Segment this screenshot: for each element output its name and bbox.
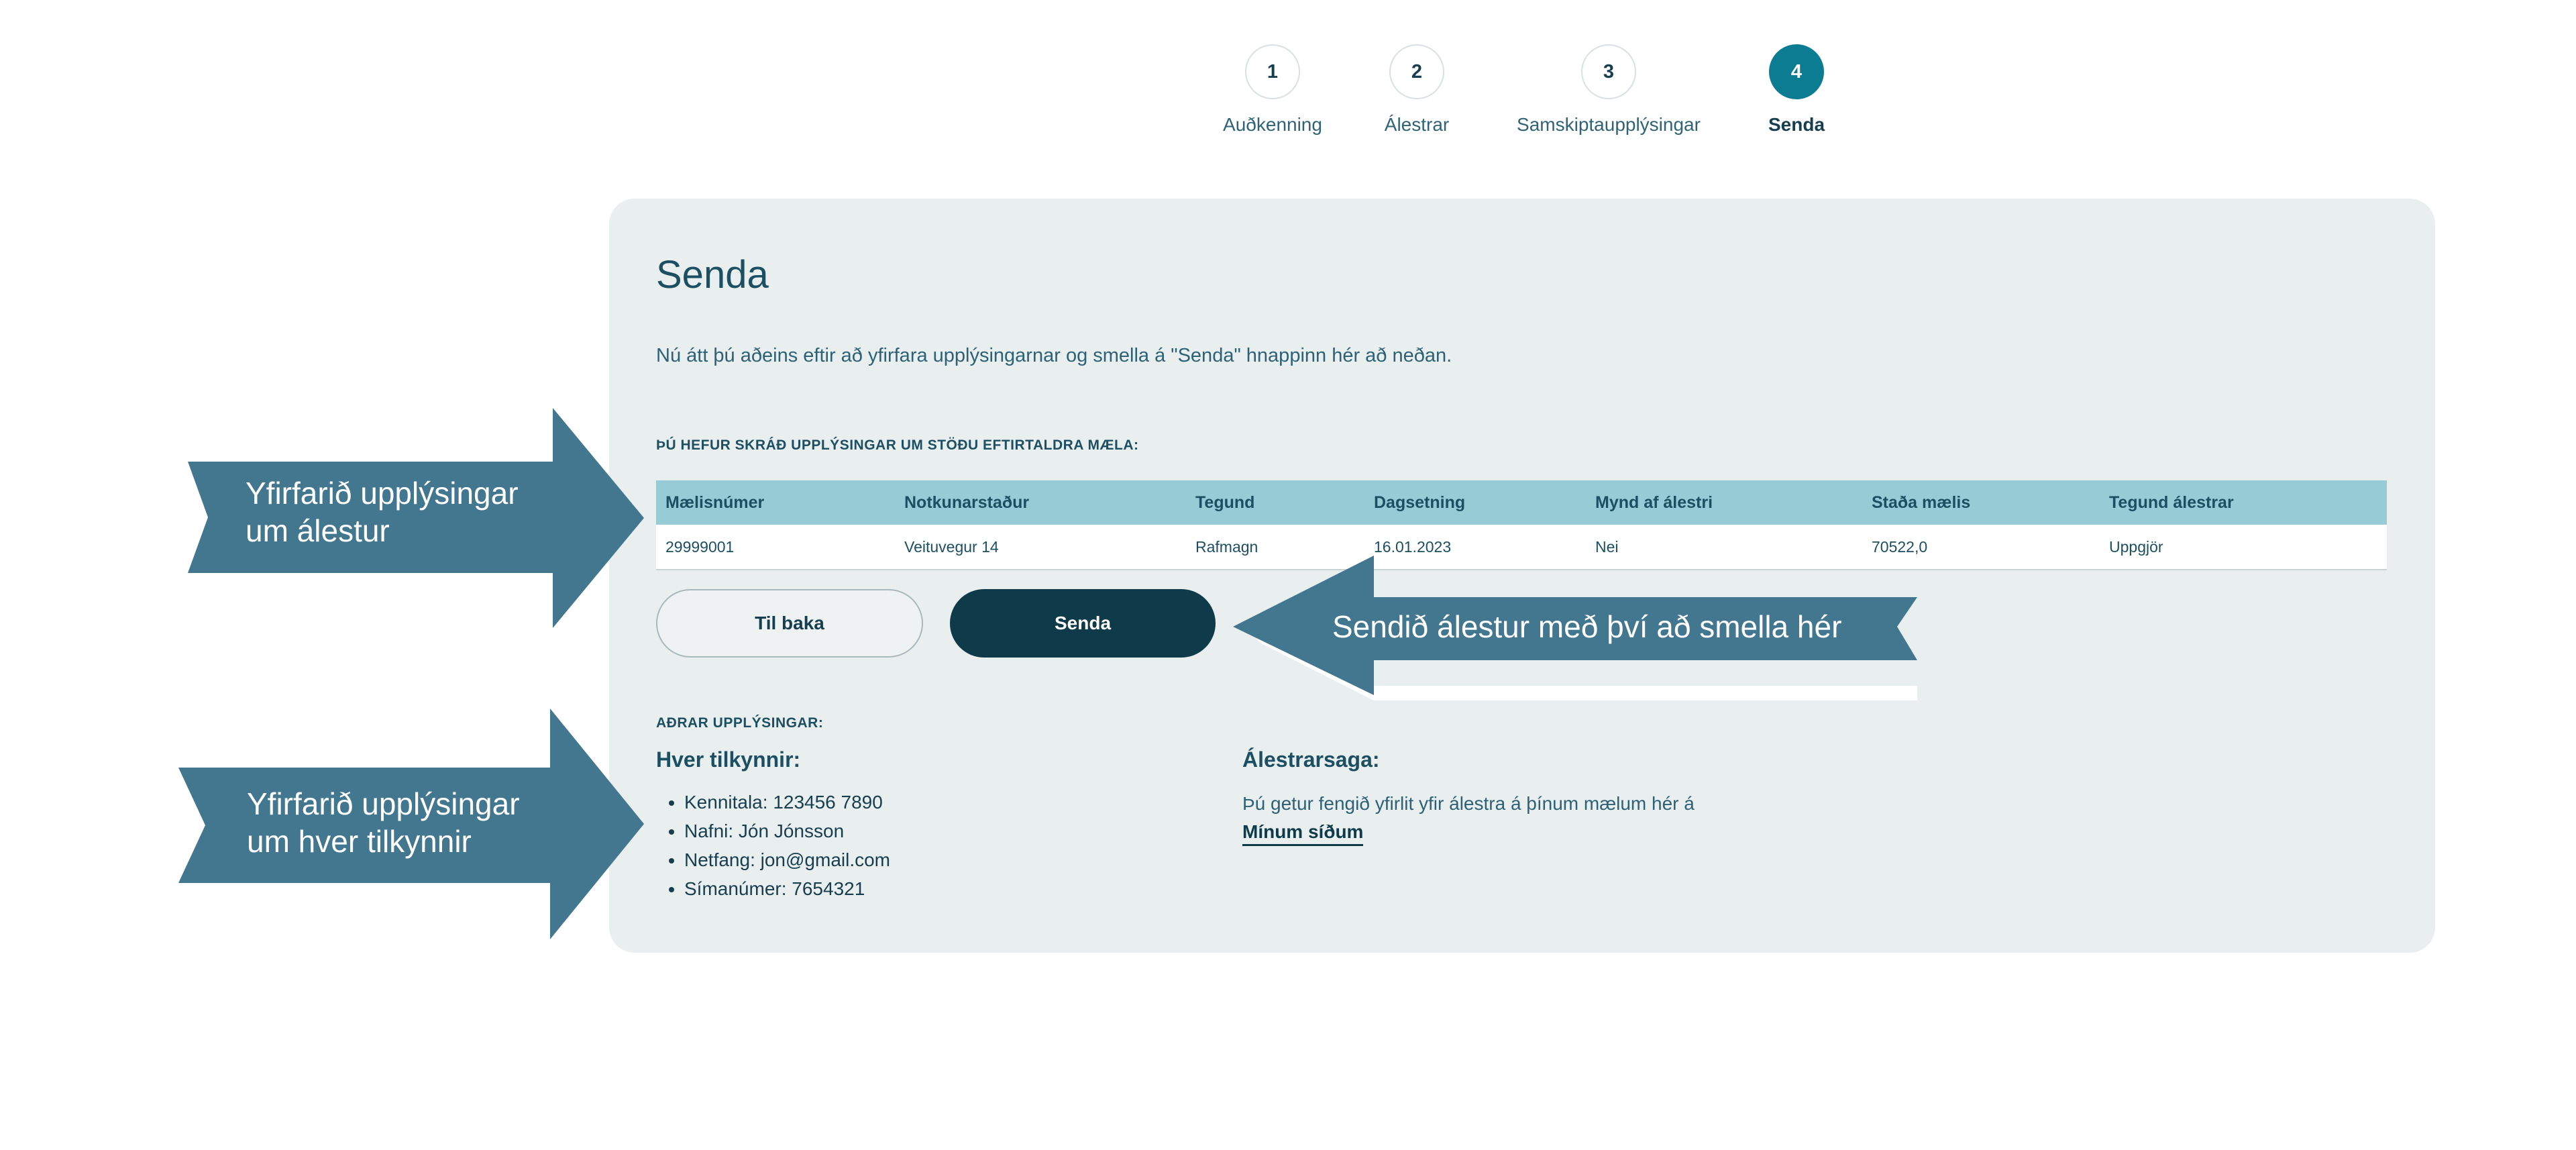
callout-line-1: Yfirfarið upplýsingar [246, 476, 519, 511]
callout-review-reporter [178, 709, 644, 941]
meter-number-cell: 29999001 [656, 525, 895, 570]
reporter-info-list [656, 788, 890, 903]
step-3-label: Samskiptaupplýsingar [1517, 114, 1701, 135]
other-info-heading: AÐRAR UPPLÝSINGAR: [656, 715, 824, 731]
my-pages-link[interactable]: Mínum síðum [1242, 821, 1363, 846]
list-item: • Nafni: Jón Jónsson [684, 817, 890, 845]
list-item: • Kennitala: 123456 7890 [684, 788, 890, 817]
step-2[interactable] [1350, 44, 1484, 136]
callout-send-text: Sendið álestur með því að smella hér [1332, 609, 1842, 644]
step-4-label: Senda [1768, 114, 1825, 135]
column-header: Staða mælis [1862, 480, 2100, 525]
callout-send-readings [1233, 552, 1924, 702]
step-4[interactable] [1729, 44, 1864, 136]
column-header: Tegund álestrar [2100, 480, 2387, 525]
column-header: Mynd af álestri [1586, 480, 1862, 525]
location-cell: Veituvegur 14 [895, 525, 1186, 570]
column-header: Dagsetning [1364, 480, 1586, 525]
callout-line-2: um hver tilkynnir [247, 824, 472, 859]
step-3[interactable] [1508, 44, 1709, 136]
list-item: • Netfang: jon@gmail.com [684, 845, 890, 874]
column-header: Tegund [1186, 480, 1364, 525]
intro-text: Nú átt þú aðeins eftir að yfirfara upplýsingarnar og smella á "Senda" hnappinn hér að neðan. [656, 345, 1452, 366]
step-1-number: 1 [1245, 44, 1300, 99]
history-heading: Álestrarsaga: [1242, 747, 1380, 772]
list-item: • Símanúmer: 7654321 [684, 874, 890, 903]
step-1-label: Auðkenning [1223, 114, 1322, 135]
column-header: Mælisnúmer [656, 480, 895, 525]
page-title: Senda [656, 253, 769, 297]
history-text: Þú getur fengið yfirlit yfir álestra á þínum mælum hér á [1242, 793, 1695, 814]
callout-line-2: um álestur [246, 513, 390, 548]
reporter-heading: Hver tilkynnir: [656, 747, 801, 772]
reading-type-cell: Uppgjör [2100, 525, 2387, 570]
column-header: Notkunarstaður [895, 480, 1186, 525]
meters-heading: ÞÚ HEFUR SKRÁÐ UPPLÝSINGAR UM STÖÐU EFTIRTALDRA MÆLA: [656, 437, 1139, 453]
photo-cell: Nei [1586, 525, 1862, 570]
back-button[interactable]: Til baka [656, 589, 923, 658]
step-2-label: Álestrar [1384, 114, 1450, 135]
callout-line-1: Yfirfarið upplýsingar [247, 786, 520, 821]
date-cell: 16.01.2023 [1364, 525, 1586, 570]
step-1[interactable] [1205, 44, 1340, 136]
meter-reading-cell: 70522,0 [1862, 525, 2100, 570]
callout-review-readings [188, 408, 644, 629]
type-cell: Rafmagn [1186, 525, 1364, 570]
step-3-number: 3 [1581, 44, 1636, 99]
step-4-number: 4 [1769, 44, 1824, 99]
step-2-number: 2 [1389, 44, 1444, 99]
send-button[interactable]: Senda [950, 589, 1216, 658]
table-header-row [656, 480, 2387, 525]
